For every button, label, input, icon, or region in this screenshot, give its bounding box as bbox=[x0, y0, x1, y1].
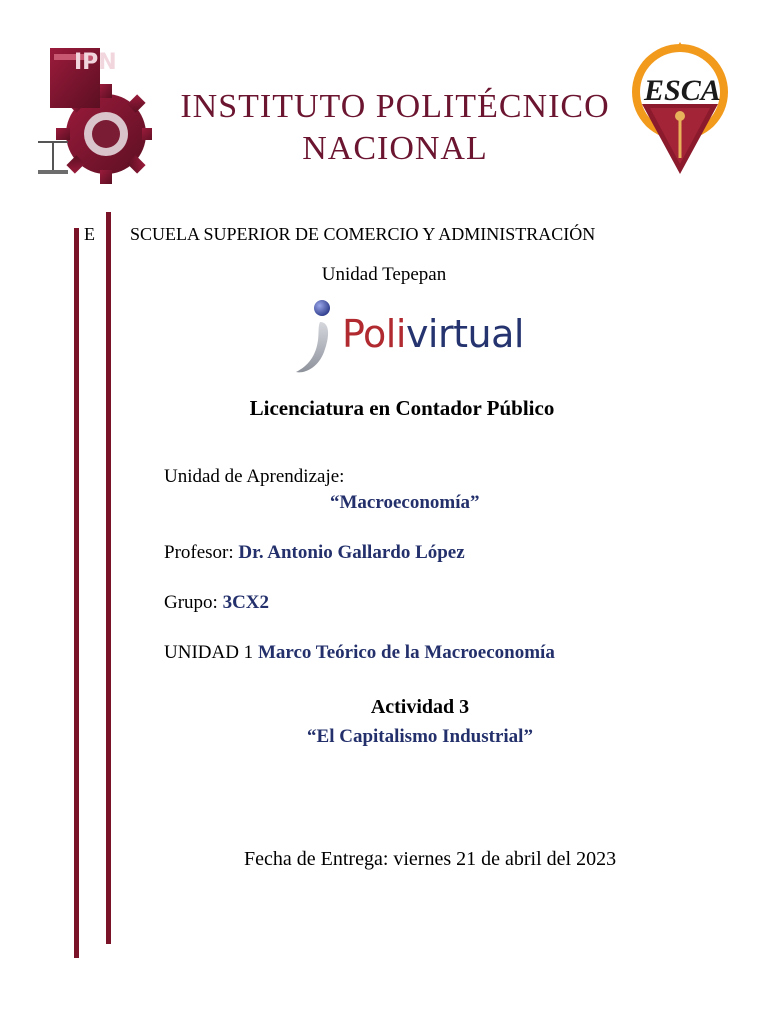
school-initial: E bbox=[84, 224, 95, 244]
institution-title bbox=[140, 86, 650, 170]
course-label: Unidad de Aprendizaje: bbox=[164, 466, 345, 487]
activity-subtitle: “El Capitalismo Industrial” bbox=[307, 726, 533, 747]
ipn-logo bbox=[34, 42, 152, 194]
polivirtual-part2: virtual bbox=[405, 312, 524, 356]
esca-logo-text: ESCA bbox=[644, 74, 721, 107]
title-line-2: NACIONAL bbox=[302, 130, 488, 167]
title-line-1: INSTITUTO POLITÉCNICO bbox=[180, 88, 610, 125]
school-name: SCUELA SUPERIOR DE COMERCIO Y ADMINISTRACIÓN bbox=[130, 224, 596, 244]
professor-label: Profesor: bbox=[164, 542, 234, 563]
unit-name: Marco Teórico de la Macroeconomía bbox=[257, 642, 555, 663]
group-label: Grupo: bbox=[164, 592, 218, 613]
delivery-date: Fecha de Entrega: viernes 21 de abril del 2023 bbox=[244, 848, 617, 870]
group-value: 3CX2 bbox=[222, 592, 270, 613]
professor-line bbox=[164, 542, 465, 564]
professor-name: Dr. Antonio Gallardo López bbox=[238, 542, 465, 563]
polivirtual-part1: Poli bbox=[342, 312, 406, 356]
esca-logo bbox=[624, 42, 736, 178]
degree-title: Licenciatura en Contador Público bbox=[249, 396, 555, 420]
unit-label: UNIDAD 1 bbox=[164, 642, 254, 663]
polivirtual-wordmark bbox=[342, 312, 524, 356]
polivirtual-logo bbox=[290, 296, 540, 376]
school-unit: Unidad Tepepan bbox=[321, 264, 447, 285]
left-bar-outer bbox=[74, 228, 79, 958]
activity-title: Actividad 3 bbox=[370, 696, 470, 718]
left-bar-inner bbox=[106, 212, 111, 944]
unit-line bbox=[164, 642, 555, 664]
group-line bbox=[164, 592, 269, 614]
course-name: “Macroeconomía” bbox=[330, 492, 480, 513]
ipn-logo-text: IPN bbox=[74, 50, 117, 75]
